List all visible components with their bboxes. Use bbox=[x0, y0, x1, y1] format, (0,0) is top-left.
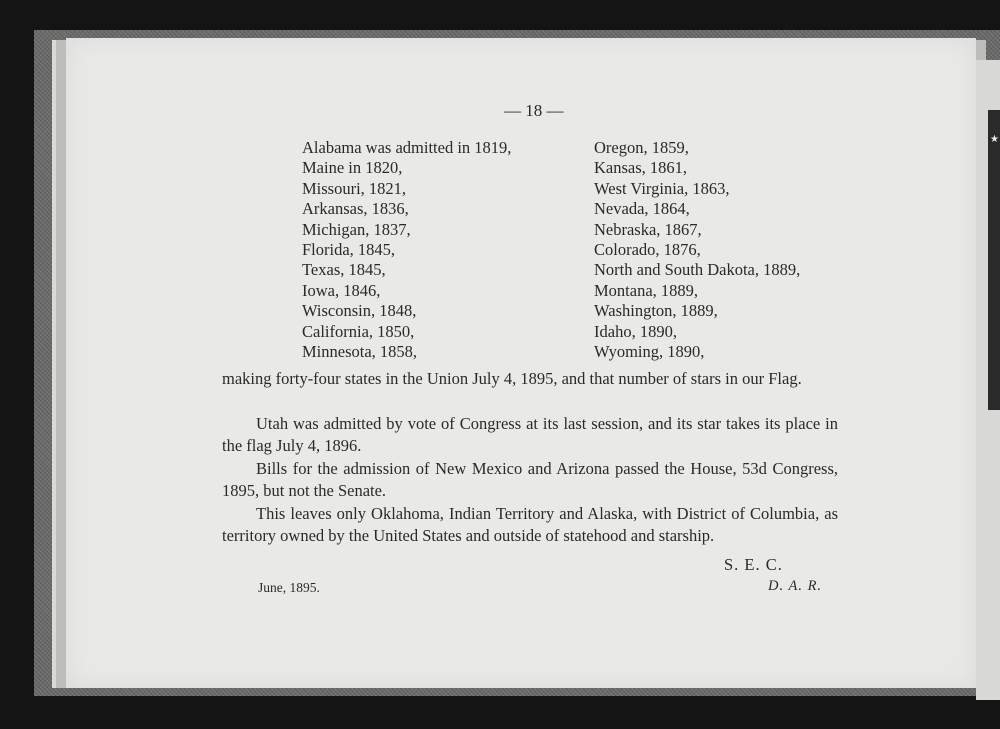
list-item: Alabama was admitted in 1819, bbox=[302, 138, 512, 157]
list-item: Kansas, 1861, bbox=[594, 158, 688, 178]
paragraph-territories: This leaves only Oklahoma, Indian Territory and Alaska, with District of Columbia, as territory owned by the United States and outside of statehood and starship. bbox=[222, 504, 838, 545]
page-number: — 18 — bbox=[504, 101, 564, 120]
list-item: California, 1850, bbox=[302, 321, 415, 341]
flag-illustration-edge bbox=[988, 110, 1000, 410]
states-right-column bbox=[594, 138, 800, 362]
list-item: Oregon, 1859, bbox=[594, 138, 689, 157]
list-item: Nebraska, 1867, bbox=[594, 219, 702, 239]
signature-organization: D. A. R. bbox=[768, 578, 823, 594]
list-item: Missouri, 1821, bbox=[302, 178, 407, 198]
list-item: Idaho, 1890, bbox=[594, 321, 677, 341]
list-item: Arkansas, 1836, bbox=[302, 199, 409, 219]
list-item: Texas, 1845, bbox=[302, 260, 386, 280]
list-item: Florida, 1845, bbox=[302, 240, 396, 260]
list-item: Wyoming, 1890, bbox=[594, 342, 705, 362]
list-item: Nevada, 1864, bbox=[594, 199, 690, 219]
list-item: Colorado, 1876, bbox=[594, 240, 701, 260]
list-item: Washington, 1889, bbox=[594, 301, 718, 321]
signature-date: June, 1895. bbox=[258, 580, 320, 595]
list-item: Minnesota, 1858, bbox=[302, 342, 418, 362]
list-item: North and South Dakota, 1889, bbox=[594, 260, 801, 280]
list-item: Montana, 1889, bbox=[594, 280, 699, 300]
paragraph-forty-four-states: making forty-four states in the Union July 4, 1895, and that number of stars in our Flag. bbox=[222, 369, 802, 388]
paragraph-utah: Utah was admitted by vote of Congress at its last session, and its star takes its place in the flag July 4, 1896. bbox=[222, 414, 838, 455]
states-left-column bbox=[302, 138, 511, 362]
list-item: West Virginia, 1863, bbox=[594, 178, 730, 198]
list-item: Iowa, 1846, bbox=[302, 280, 381, 300]
signature-initials: S. E. C. bbox=[724, 555, 783, 574]
book-page bbox=[66, 38, 976, 688]
list-item: Michigan, 1837, bbox=[302, 219, 411, 239]
list-item: Wisconsin, 1848, bbox=[302, 301, 417, 321]
flag-star-icon: ★ bbox=[990, 134, 999, 145]
list-item: Maine in 1820, bbox=[302, 158, 403, 178]
paragraph-new-mexico-arizona: Bills for the admission of New Mexico and Arizona passed the House, 53d Congress, 1895, but not the Senate. bbox=[222, 459, 838, 500]
